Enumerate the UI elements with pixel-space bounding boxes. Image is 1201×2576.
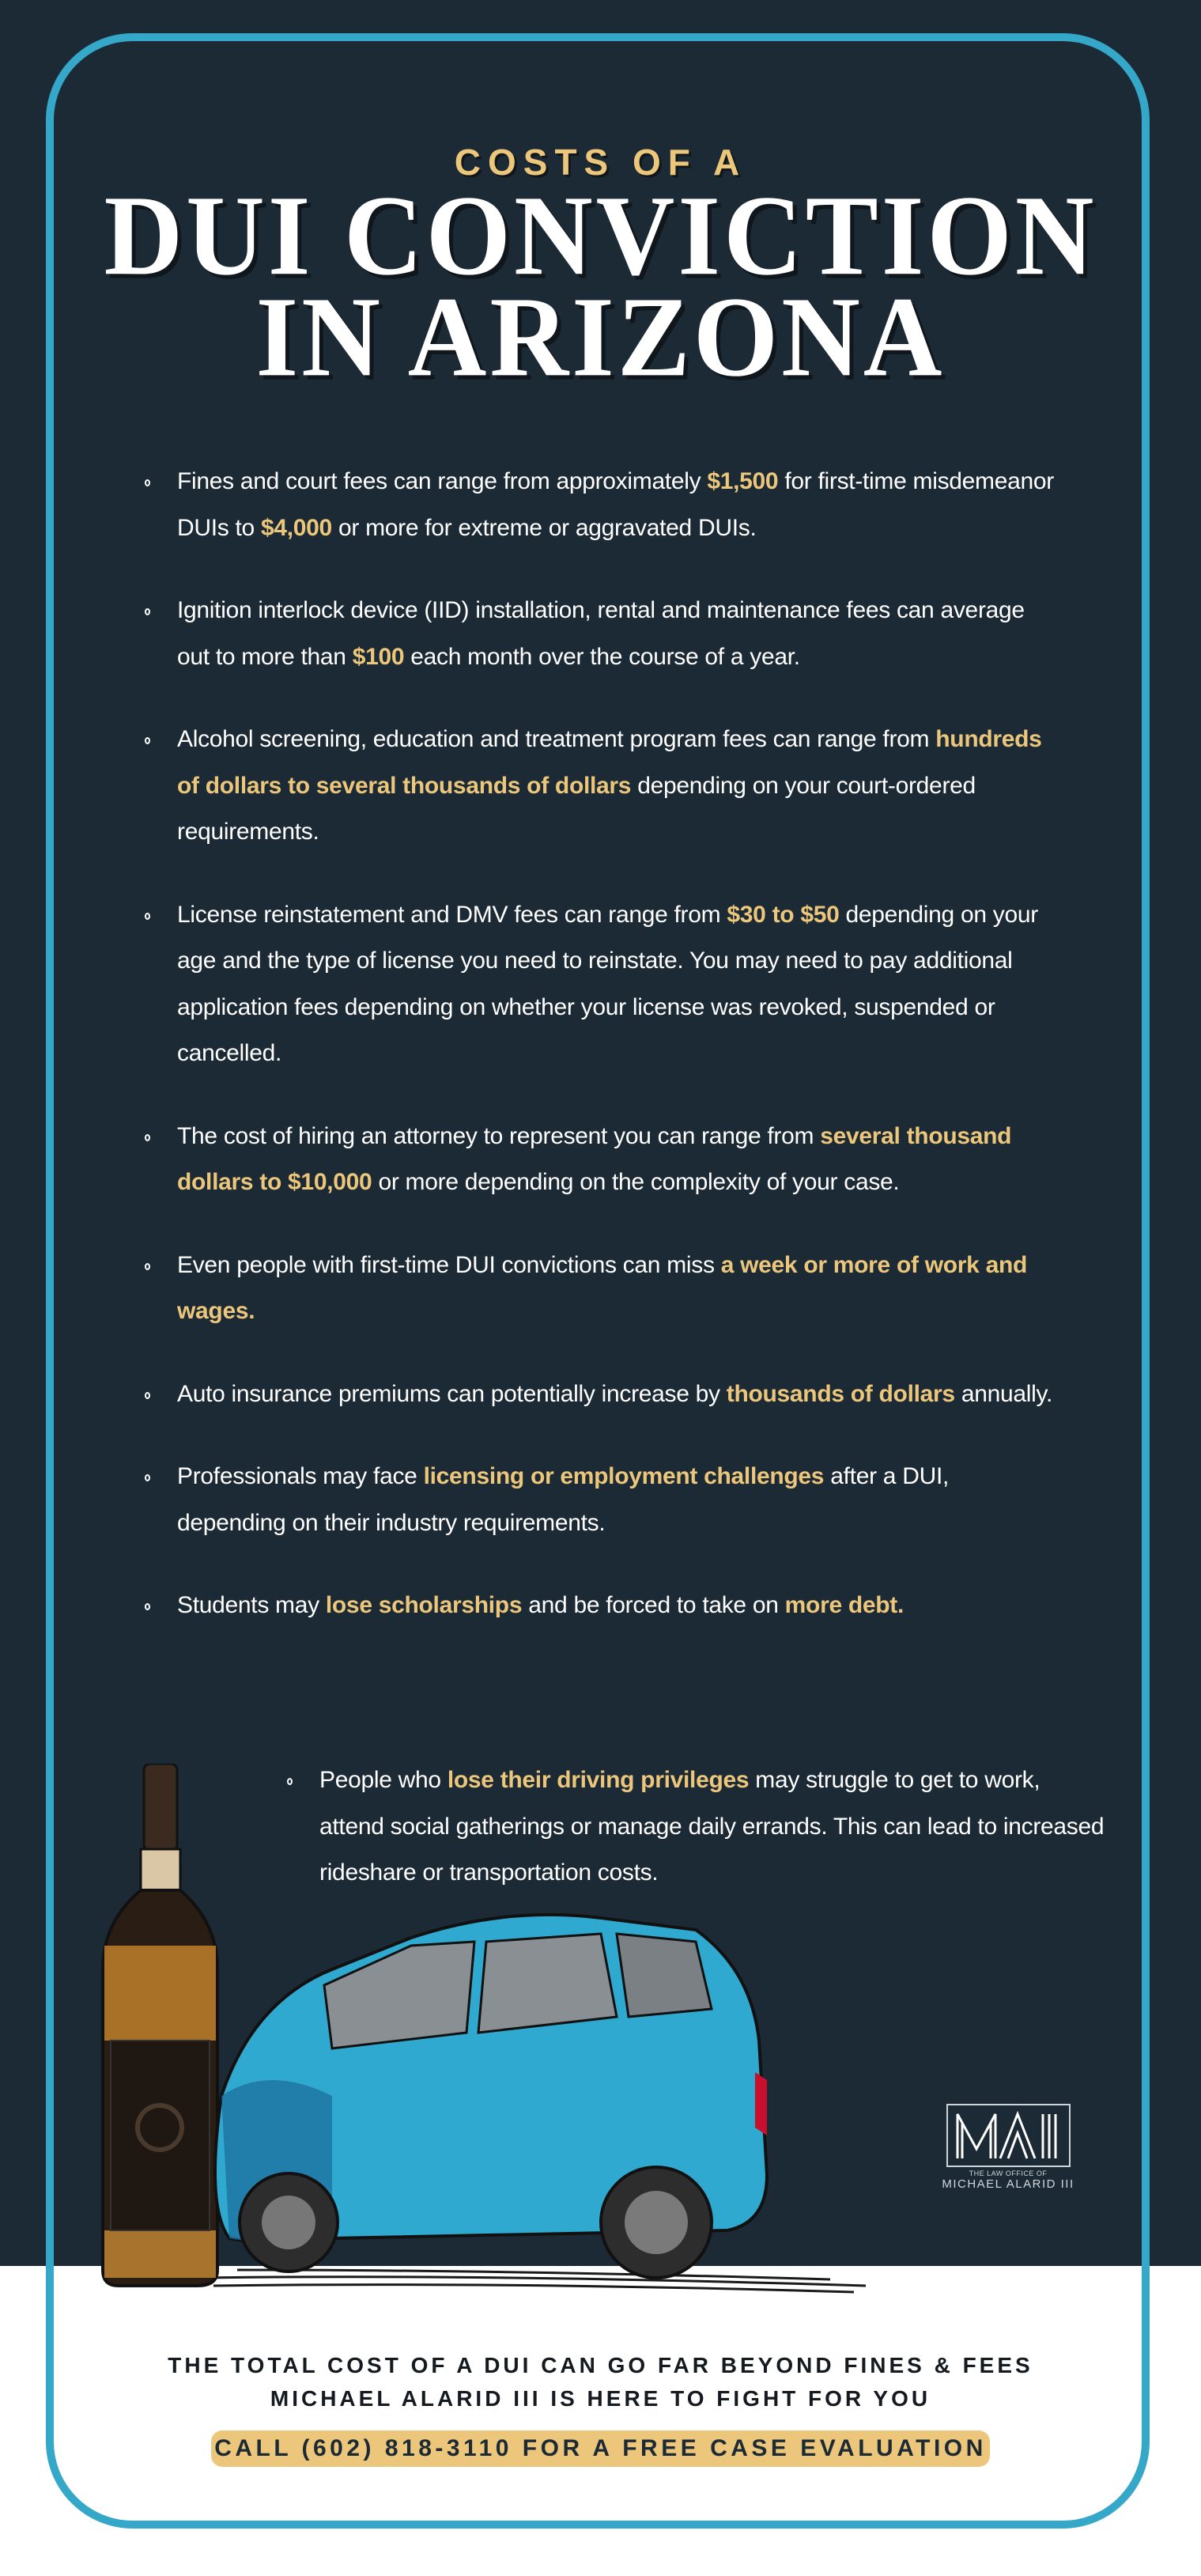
ground-shadow-icon xyxy=(198,2270,866,2292)
highlighted-cost: several thousand dollars to $10,000 xyxy=(177,1122,1012,1195)
list-item-text xyxy=(177,1123,1011,1196)
body-text: depending on your court-ordered requirements. xyxy=(177,772,976,845)
body-text: Even people with first-time DUI convictions can miss xyxy=(177,1251,721,1278)
list-item-text xyxy=(177,1463,949,1536)
bullet-circle-icon xyxy=(145,1134,150,1141)
highlighted-cost: lose their driving privileges xyxy=(447,1767,750,1793)
highlighted-cost: $1,500 xyxy=(707,468,779,494)
list-item-text xyxy=(177,597,1025,670)
bullet-circle-icon xyxy=(145,1263,150,1270)
highlighted-cost: $30 to $50 xyxy=(727,901,840,928)
list-item-text xyxy=(177,1252,1027,1325)
law-office-logo xyxy=(941,2104,1075,2191)
body-text: Alcohol screening, education and treatment program fees can range from xyxy=(177,726,936,752)
body-text: Students may xyxy=(177,1592,326,1618)
mai-monogram-icon xyxy=(953,2109,1063,2162)
list-item xyxy=(141,1114,1058,1206)
footer-subheadline: MICHAEL ALARID III IS HERE TO FIGHT FOR YOU xyxy=(270,2386,931,2411)
call-to-action-phone-button[interactable]: CALL (602) 818-3110 FOR A FREE CASE EVALUATION xyxy=(211,2430,990,2467)
list-item-text xyxy=(177,726,1042,845)
body-text: for first-time misdemeanor DUIs to xyxy=(177,468,1054,541)
body-text: Ignition interlock device (IID) installation, rental and maintenance fees can average out to more than xyxy=(177,597,1025,670)
bullet-circle-icon xyxy=(145,479,150,486)
liquor-bottle-icon xyxy=(103,1764,217,2286)
bullet-circle-icon xyxy=(145,1392,150,1399)
logo-tagline: THE LAW OFFICE OF xyxy=(969,2169,1048,2177)
highlighted-cost: $100 xyxy=(352,643,405,670)
list-item xyxy=(141,717,1058,856)
highlighted-cost: licensing or employment challenges xyxy=(423,1463,825,1489)
list-item-text xyxy=(177,1592,904,1618)
body-text: Auto insurance premiums can potentially increase by xyxy=(177,1380,727,1407)
list-item xyxy=(141,1371,1058,1418)
list-item-text xyxy=(177,902,1038,1067)
body-text: People who xyxy=(319,1767,448,1793)
list-item xyxy=(141,1583,1058,1629)
title-line-1: DUI CONVICTION xyxy=(104,172,1097,299)
crashed-car-icon xyxy=(215,1915,767,2278)
list-item xyxy=(141,459,1058,551)
body-text: or more depending on the complexity of your case. xyxy=(372,1169,900,1195)
bottle-and-crashed-car-illustration xyxy=(95,1764,870,2302)
monogram-box xyxy=(946,2104,1071,2167)
bullet-circle-icon xyxy=(145,608,150,615)
body-text: and be forced to take on xyxy=(522,1592,785,1618)
logo-firm-name: MICHAEL ALARID III xyxy=(942,2177,1074,2191)
body-text: each month over the course of a year. xyxy=(404,643,800,670)
body-text: Professionals may face xyxy=(177,1463,424,1489)
bullet-circle-icon xyxy=(145,913,150,920)
list-item xyxy=(141,892,1058,1077)
body-text: License reinstatement and DMV fees can range from xyxy=(177,901,727,928)
eyebrow-heading: COSTS OF A xyxy=(454,142,747,183)
highlighted-cost: a week or more of work and wages. xyxy=(177,1251,1028,1324)
body-text: may struggle to get to work, attend social gatherings or manage daily errands. This can lead to increased rideshare or transportation costs. xyxy=(319,1767,1105,1886)
highlighted-cost: thousands of dollars xyxy=(726,1380,955,1407)
body-text: or more for extreme or aggravated DUIs. xyxy=(331,514,757,541)
list-item-text xyxy=(177,1381,1052,1407)
list-item xyxy=(141,1243,1058,1335)
body-text: after a DUI, depending on their industry requirements. xyxy=(177,1463,950,1536)
body-text: depending on your age and the type of license you need to reinstate. You may need to pay additional application fees depending on whether your license was revoked, suspended or cancelled. xyxy=(177,901,1038,1066)
bullet-circle-icon xyxy=(145,1603,150,1610)
body-text: The cost of hiring an attorney to represent you can range from xyxy=(177,1122,821,1149)
body-text: annually. xyxy=(954,1380,1052,1407)
highlighted-cost: lose scholarships xyxy=(325,1592,523,1618)
list-item xyxy=(141,588,1058,680)
list-item xyxy=(141,1454,1058,1546)
list-item-text xyxy=(177,468,1054,541)
bullet-circle-icon xyxy=(145,1474,150,1481)
page-title xyxy=(0,172,1201,400)
highlighted-cost: more debt. xyxy=(784,1592,905,1618)
title-line-2: IN ARIZONA xyxy=(255,273,946,400)
body-text: Fines and court fees can range from approximately xyxy=(177,468,708,494)
highlighted-cost: hundreds of dollars to several thousands of dollars xyxy=(177,726,1042,799)
cost-list xyxy=(141,459,1058,1666)
footer-headline: THE TOTAL COST OF A DUI CAN GO FAR BEYOND FINES & FEES xyxy=(168,2353,1033,2377)
highlighted-cost: $4,000 xyxy=(260,514,332,541)
bullet-circle-icon xyxy=(145,737,150,744)
